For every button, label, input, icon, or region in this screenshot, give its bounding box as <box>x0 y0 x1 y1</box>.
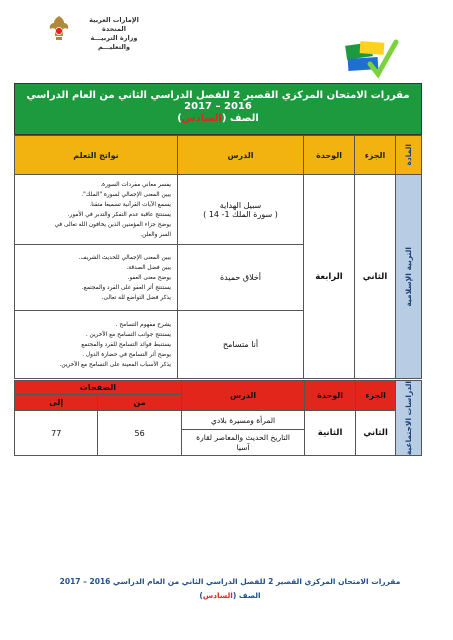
header-lesson: الدرس <box>178 136 304 175</box>
lesson-cell <box>178 311 304 379</box>
unit-cell: الرابعة <box>304 175 355 379</box>
ministry-line1: الإمارات العربية المتحدة <box>89 16 139 33</box>
lesson-name: أنا متسامح <box>222 340 259 349</box>
lesson-cell <box>178 245 304 311</box>
pages-from-cell: 56 <box>98 411 181 456</box>
outcomes-cell: يبين المعنى الإجمالي للحديث الشريف. يبين فضل الصدقة. يوضح معنى العفو. يستنتج أثر العفو على الفرد والمجتمع. يذكر فضل التواضع لله تعالى. <box>15 245 178 311</box>
lesson-cell: التاريخ الحديث والمعاصر لقارة آسيا <box>181 430 305 456</box>
subject-cell: الدراسات الاجتماعية <box>396 381 422 456</box>
unit-cell: الثانية <box>305 411 355 456</box>
outcomes-cell: يفسر معاني مفردات السورة. يبين المعنى الإجمالي لسورة "الملك". يسمع الآيات القرآنية تسميعا متقنا. يستنتج عاقبة عدم التفكر والتدبر في الأمور. يوضح جزاء المؤمنين الذين يخافون الله تعالى في السر والعلن. <box>15 175 178 245</box>
lesson-name: أخلاق حميدة <box>219 273 262 282</box>
outcomes-cell: يشرح مفهوم التسامح . يستنتج جوانب التسامح مع الآخرين . يستنبط فوائد التسامح للفرد والمجتمع يوضح أثر التسامح في حضارة الدول . يذكر الأسباب المعينة على التسامح مع الآخرين. <box>15 311 178 379</box>
grade-name: السادس <box>181 113 222 124</box>
title-grade: الصف (السادس) <box>177 113 259 124</box>
header-subject: المادة <box>396 136 422 175</box>
header-lesson: الدرس <box>181 381 305 411</box>
islamic-education-table <box>14 135 422 379</box>
table-row <box>15 411 422 430</box>
table2-header-row <box>15 381 422 395</box>
header-from: من <box>98 395 181 411</box>
lesson-subtitle: ( سورة الملك 1- 14 ) <box>203 209 278 219</box>
header-to: إلى <box>15 395 98 411</box>
lesson-name: سبيل الهداية <box>219 200 262 210</box>
footer-grade-name: السادس <box>202 591 233 600</box>
exam-logo-icon <box>340 38 400 80</box>
header-part: الجزء <box>355 136 396 175</box>
table1-header-row <box>15 136 422 175</box>
social-studies-table <box>14 380 422 456</box>
part-cell: الثاني <box>355 175 396 379</box>
uae-emblem-icon <box>48 14 70 42</box>
footer-grade: الصف (السادس) <box>199 591 261 600</box>
part-cell: الثاني <box>355 411 396 456</box>
lesson-cell: المرأة ومسيرة بلادي <box>181 411 305 430</box>
header-unit: الوحدة <box>305 381 355 411</box>
header-outcomes: نواتج التعلم <box>15 136 178 175</box>
title-line1: مقررات الامتحان المركزي القصير 2 للفصل الدراسي الثاني من العام الدراسي 2016 – 2017 <box>26 90 410 112</box>
ministry-name <box>78 16 150 52</box>
header-pages: الصفحات <box>15 381 182 395</box>
table-row <box>15 175 422 245</box>
ministry-line2: وزارة التربيـــة والتعليـــم <box>90 34 138 51</box>
header-part: الجزء <box>355 381 396 411</box>
subject-cell: التربية الإسلامية <box>396 175 422 379</box>
pages-to-cell: 77 <box>15 411 98 456</box>
lesson-cell <box>178 175 304 245</box>
header-unit: الوحدة <box>304 136 355 175</box>
footer-line1: مقررات الامتحان المركزي القصير 2 للفصل الدراسي الثاني من العام الدراسي 2016 – 2017 <box>59 577 401 586</box>
